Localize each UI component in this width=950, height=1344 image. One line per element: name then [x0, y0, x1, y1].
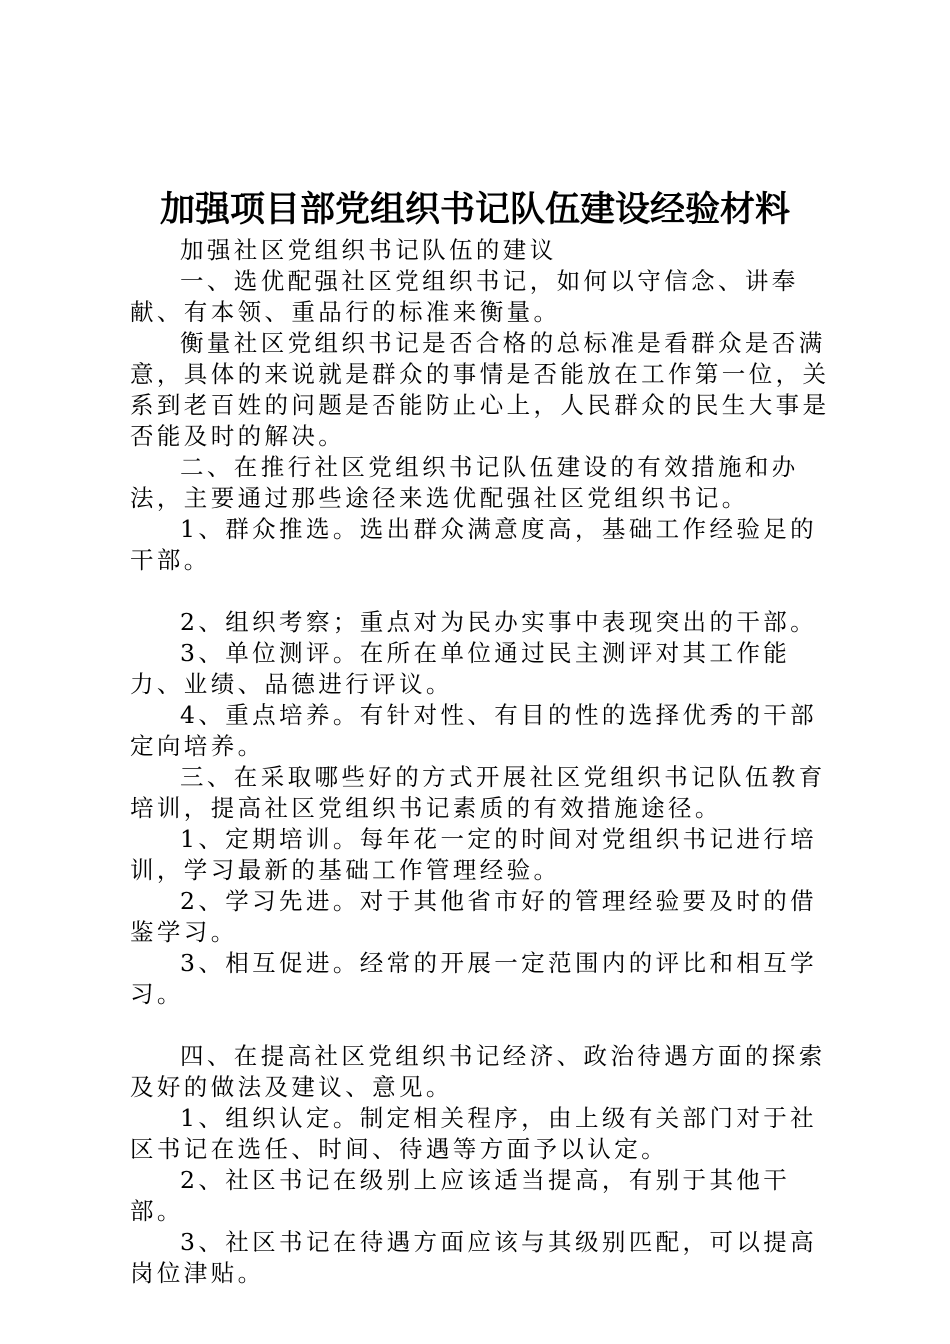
section-three-item-3: 3、相互促进。经常的开展一定范围内的评比和相互学习。 [130, 949, 818, 1008]
section-two-item-1: 1、群众推选。选出群众满意度高，基础工作经验足的干部。 [130, 515, 818, 574]
section-three-heading: 三、在采取哪些好的方式开展社区党组织书记队伍教育培训，提高社区党组织书记素质的有效措施途径。 [130, 763, 826, 822]
blank-line [130, 1010, 835, 1041]
document-title: 加强项目部党组织书记队伍建设经验材料 [159, 190, 790, 230]
section-one-heading: 一、选优配强社区党组织书记，如何以守信念、讲奉献、有本领、重品行的标准来衡量。 [130, 267, 799, 326]
section-three-item-1: 1、定期培训。每年花一定的时间对党组织书记进行培训，学习最新的基础工作管理经验。 [130, 825, 818, 884]
section-four-item-1: 1、组织认定。制定相关程序，由上级有关部门对于社区书记在选任、时间、待遇等方面予以认定。 [130, 1104, 818, 1163]
subtitle-paragraph: 加强社区党组织书记队伍的建议 [180, 236, 557, 264]
section-one-body: 衡量社区党组织书记是否合格的总标准是看群众是否满意，具体的来说就是群众的事情是否能放在工作第一位，关系到老百姓的问题是否能防止心上，人民群众的民生大事是否能及时的解决。 [130, 329, 830, 450]
section-four-item-2: 2、社区书记在级别上应该适当提高，有别于其他干部。 [130, 1166, 791, 1225]
section-two-item-2: 2、组织考察；重点对为民办实事中表现突出的干部。 [180, 608, 818, 636]
section-four-item-3: 3、社区书记在待遇方面应该与其级别匹配，可以提高岗位津贴。 [130, 1228, 818, 1287]
document-body [130, 235, 835, 1289]
blank-line [130, 576, 835, 607]
section-three-item-2: 2、学习先进。对于其他省市好的管理经验要及时的借鉴学习。 [130, 887, 818, 946]
section-four-heading: 四、在提高社区党组织书记经济、政治待遇方面的探索及好的做法及建议、意见。 [130, 1042, 826, 1101]
section-two-item-3: 3、单位测评。在所在单位通过民主测评对其工作能力、业绩、品德进行评议。 [130, 639, 791, 698]
section-two-item-4: 4、重点培养。有针对性、有目的性的选择优秀的干部定向培养。 [130, 701, 818, 760]
section-two-heading: 二、在推行社区党组织书记队伍建设的有效措施和办法，主要通过那些途径来选优配强社区党组织书记。 [130, 453, 799, 512]
